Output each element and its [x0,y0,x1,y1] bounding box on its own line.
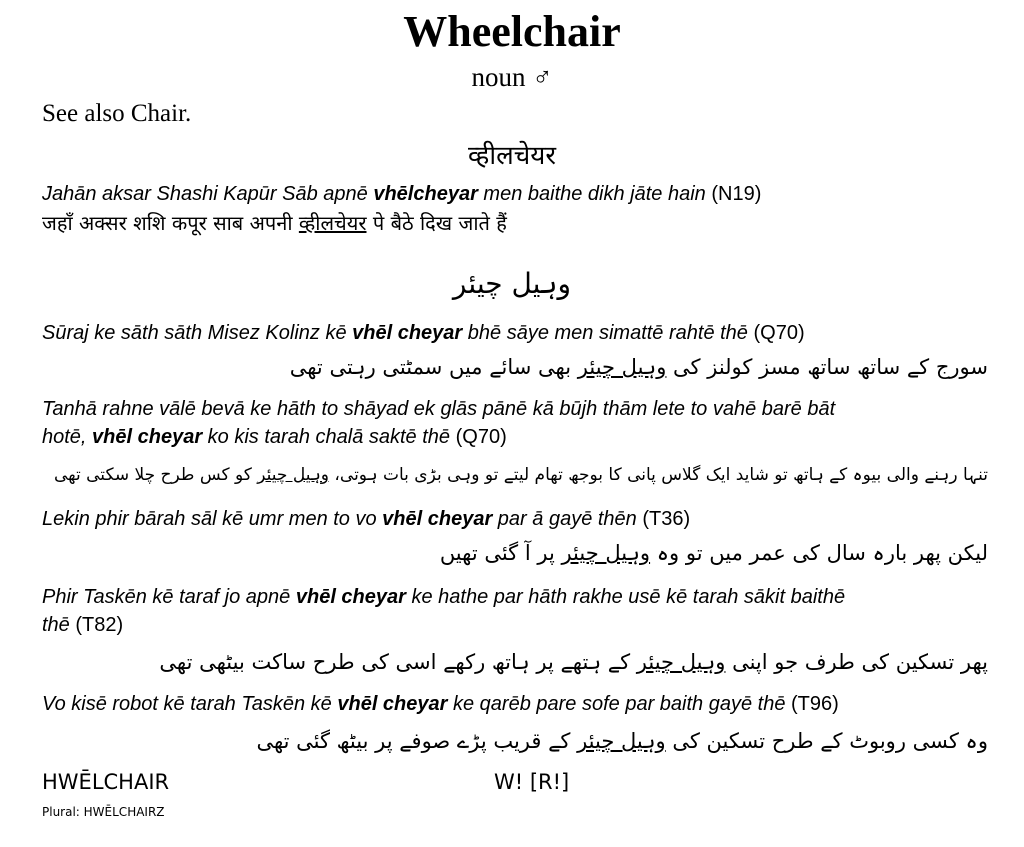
example-source-code: (T36) [642,508,691,530]
example-1-devanagari [42,209,988,237]
example-source-code: (T96) [791,693,839,715]
example-keyword: vhēl cheyar [382,508,493,530]
example-text: Lekin phir bārah sāl kē umr men to vo [42,508,383,530]
example-5-roman-line-1 [42,584,988,610]
example-text: تنہا رہنے والی بیوہ کے ہاتھ تو شاید ایک گلاس پانی کا بوجھ تھام لیتے تو وہی بڑی بات ہوتی، [329,465,988,485]
example-text: سورج کے ساتھ ساتھ مسز کولنز کی [666,355,988,379]
headword: Wheelchair [403,7,621,56]
example-text: ke qarēb pare sofe par baith gayē thē [447,693,786,715]
example-text: Jahān aksar Shashi Kapūr Sāb apnē [42,183,374,205]
example-text: وہ کسی روبوٹ کے طرح تسکین کی [665,729,988,753]
example-text: بھی سائے میں سمٹتی رہتی تھی [289,355,578,379]
example-2-roman [42,320,988,346]
example-text: Phir Taskēn kē taraf jo apnē [42,586,296,608]
example-text: thē [42,614,70,636]
example-text: ko kis tarah chalā saktē thē [202,426,451,448]
see-also-note: See also Chair. [42,100,192,127]
example-text: Tanhā rahne vālē bevā ke hāth to shāyad ek glās pānē kā būjh thām lete to vahē barē bāt [42,398,836,420]
example-5-urdu [42,645,988,679]
example-text: پھر تسکین کی طرف جو اپنی [725,650,988,674]
example-keyword: व्हीलचेयर [298,211,367,235]
example-text: Vo kisē robot kē tarah Taskēn kē [42,693,338,715]
example-text: کے ہتھے پر ہاتھ رکھے اسی کی طرح ساکت بیٹھی تھی [159,650,637,674]
example-6-roman [42,691,988,717]
example-keyword: vhēl cheyar [295,586,406,608]
example-source-code: (N19) [711,183,762,205]
example-source-code: (T82) [75,614,124,636]
example-text: men baithe dikh jāte hain [477,183,706,205]
example-text: Sūraj ke sāth sāth Misez Kolinz kē [42,322,353,344]
example-1-roman [42,181,988,207]
example-keyword: وہیل چیئر [577,729,666,753]
example-keyword: vhēl cheyar [337,693,448,715]
example-keyword: وہیل چیئر [257,465,330,485]
example-text: पे बैठे दिख जाते हैं [366,211,507,235]
example-text: کو کس طرح چلا سکتی تھی [54,465,258,485]
example-6-urdu [42,724,988,758]
example-2-urdu [42,350,988,384]
example-keyword: vhēlcheyar [373,183,478,205]
example-text: کے قریب پڑے صوفے پر بیٹھ گئی تھی [256,729,578,753]
example-5-roman-line-2 [42,612,988,638]
example-text: لیکن پھر بارہ سال کی عمر میں تو وہ [650,541,988,565]
example-keyword: وہیل چیئر [561,541,651,565]
pronunciation-code: W! [R!] [494,770,570,794]
example-3-urdu [42,458,988,492]
example-source-code: (Q70) [455,426,507,448]
example-keyword: وہیل چیئر [636,650,726,674]
plural-form: Plural: HWĒLCHAIRZ [42,805,165,819]
example-4-roman [42,506,988,532]
example-text: ke hathe par hāth rakhe usē kē tarah sākit baithē [405,586,846,608]
example-text: par ā gayē thēn [492,508,637,530]
example-3-roman-line-1 [42,396,988,422]
example-keyword: vhēl cheyar [352,322,463,344]
example-source-code: (Q70) [753,322,805,344]
example-text: hotē, [42,426,93,448]
example-text: bhē sāye men simattē rahtē thē [462,322,748,344]
example-keyword: وہیل چیئر [577,355,667,379]
example-text: پر آ گئی تھیں [439,541,562,565]
part-of-speech: noun ♂ [471,62,553,92]
urdu-heading: وہیل چیئر [452,267,572,300]
example-keyword: vhēl cheyar [92,426,203,448]
phonetic-spelling: HWĒLCHAIR [42,770,170,794]
example-3-roman-line-2 [42,424,988,450]
example-4-urdu [42,536,988,570]
example-text: जहाँ अक्सर शशि कपूर साब अपनी [42,211,299,235]
devanagari-heading: व्हीलचेयर [468,141,556,171]
